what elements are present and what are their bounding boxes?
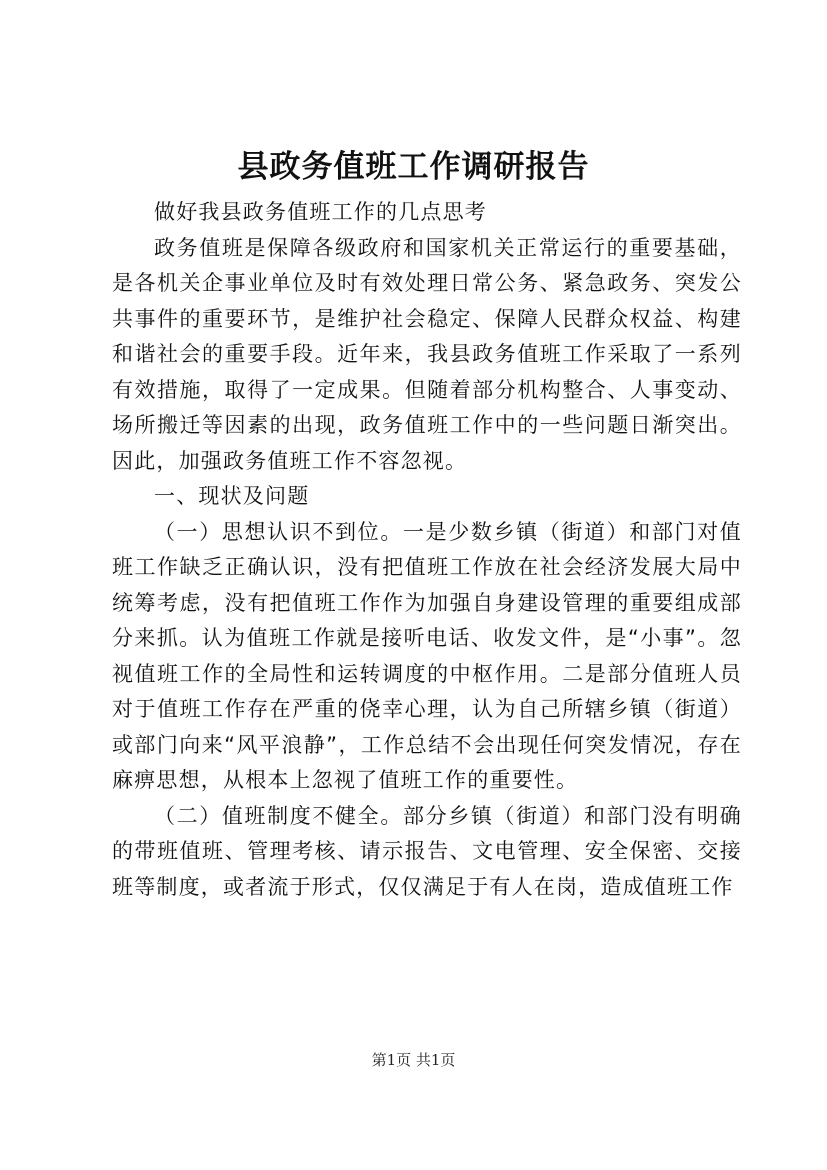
document-title: 县政务值班工作调研报告 [237, 149, 590, 185]
document-subtitle: 做好我县政务值班工作的几点思考 [154, 200, 487, 224]
section-heading-status-and-issues: 一、现状及问题 [154, 484, 310, 508]
page-number-footer: 第1页 共1页 [371, 1051, 456, 1069]
paragraph-system: （二）值班制度不健全。部分乡镇（街道）和部门没有明确的带班值班、管理考核、请示报告、文电管理、安全保密、交接班等制度，或者流于形式，仅仅满足于有人在岗，造成值班工作 [112, 803, 742, 899]
document-body [112, 195, 742, 905]
paragraph-intro: 政务值班是保障各级政府和国家机关正常运行的重要基础，是各机关企事业单位及时有效处理日常公务、紧急政务、突发公共事件的重要环节，是维护社会稳定、保障人民群众权益、构建和谐社会的重要手段。近年来，我县政务值班工作采取了一系列有效措施，取得了一定成果。但随着部分机构整合、人事变动、场所搬迁等因素的出现，政务值班工作中的一些问题日渐突出。因此，加强政务值班工作不容忽视。 [112, 235, 742, 473]
paragraph-awareness: （一）思想认识不到位。一是少数乡镇（街道）和部门对值班工作缺乏正确认识，没有把值班工作放在社会经济发展大局中统筹考虑，没有把值班工作作为加强自身建设管理的重要组成部分来抓。认为值班工作就是接听电话、收发文件，是“小事”。忽视值班工作的全局性和运转调度的中枢作用。二是部分值班人员对于值班工作存在严重的侥幸心理，认为自己所辖乡镇（街道）或部门向来“风平浪静”，工作总结不会出现任何突发情况，存在麻痹思想，从根本上忽视了值班工作的重要性。 [112, 519, 742, 792]
